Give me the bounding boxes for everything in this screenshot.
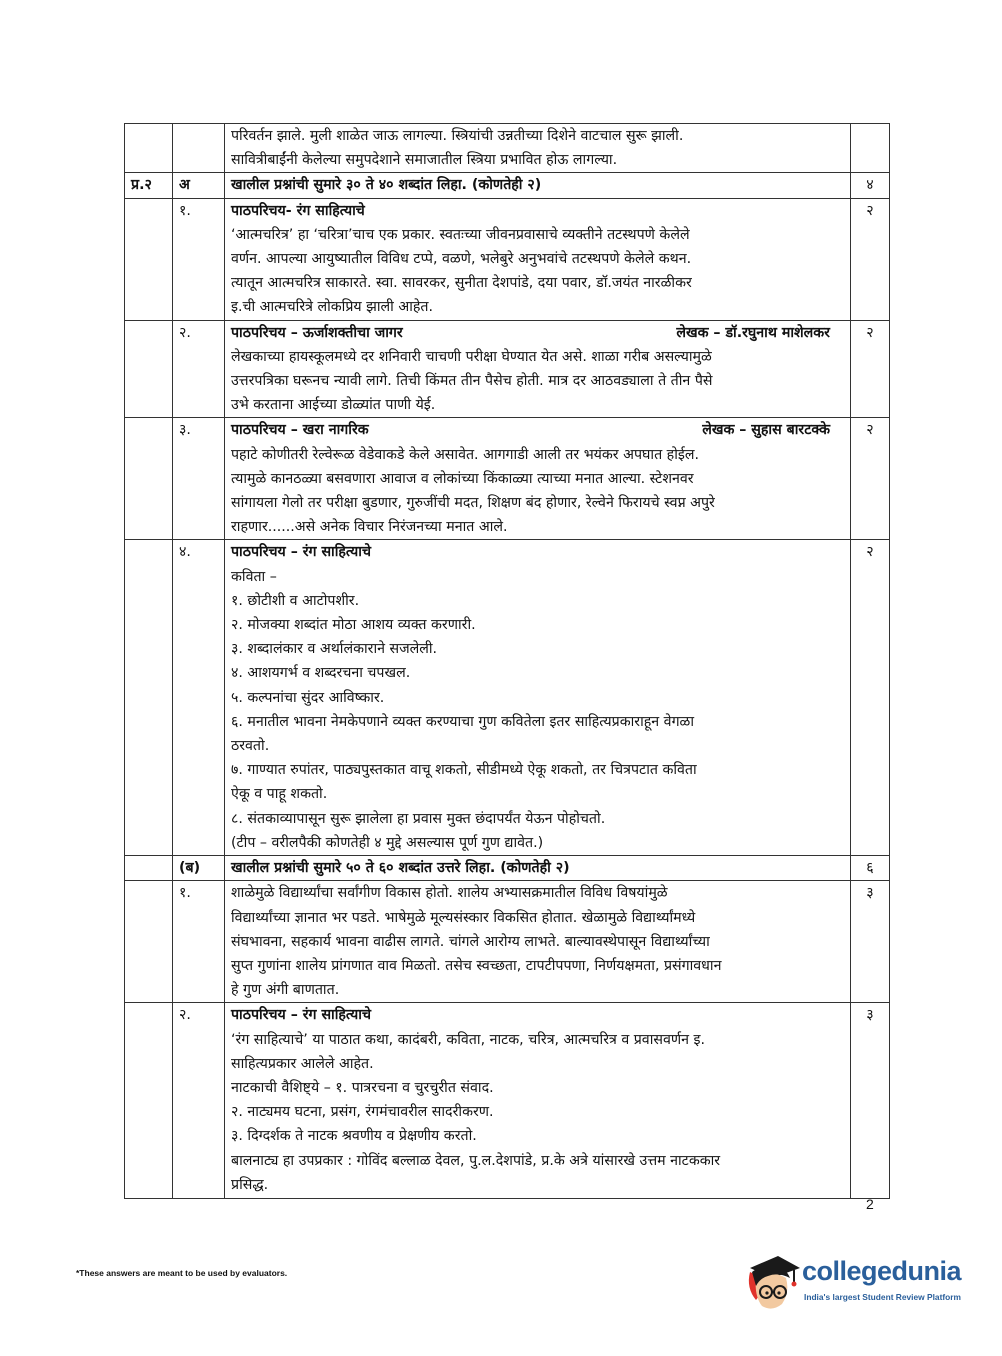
body-line: साहित्यप्रकार आलेले आहेत.: [231, 1055, 374, 1072]
body-line: ३. शब्दालंकार व अर्थालंकाराने सजलेली.: [231, 641, 438, 658]
body-line: (टीप – वरीलपैकी कोणतेही ४ मुद्दे असल्यास पूर्ण गुण द्यावेत.): [231, 834, 544, 851]
question-heading: खालील प्रश्नांची सुमारे ५० ते ६० शब्दांत उत्तरे लिहा. (कोणतेही २): [225, 856, 851, 881]
body-line: उत्तरपत्रिका घरूनच न्यावी लागे. तिची किंमत तीन पैसेच होती. मात्र दर आठवड्याला ते तीन पैसे: [231, 373, 713, 390]
table-row: [125, 124, 890, 173]
lesson-title: पाठपरिचय – ऊर्जाशक्तीचा जागर लेखक – डॉ.रघुनाथ माशेलकर: [231, 321, 844, 345]
body-line: ३. दिग्दर्शक ते नाटक श्रवणीय व प्रेक्षणीय करतो.: [231, 1128, 477, 1145]
body-line: त्यातून आत्मचरित्र साकारते. स्वा. सावरकर, सुनीता देशपांडे, दया पवार, डॉ.जयंत नारळीकर: [231, 275, 692, 292]
answer-number: ३.: [173, 418, 225, 540]
body-line: त्यामुळे कानठळ्या बसवणारा आवाज व लोकांच्या किंकाळ्या त्याच्या मनात आल्या. स्टेशनवर: [231, 470, 694, 487]
body-line: ७. गाण्यात रुपांतर, पाठ्यपुस्तकात वाचू शकतो, सीडीमध्ये ऐकू शकतो, तर चित्रपटात कविता: [231, 762, 697, 779]
body-line: ५. कल्पनांचा सुंदर आविष्कार.: [231, 689, 385, 706]
body-line: सुप्त गुणांना शालेय प्रांगणात वाव मिळतो. तसेच स्वच्छता, टापटीपपणा, निर्णयक्षमता, प्रसंगावधान: [231, 957, 722, 974]
author-name: लेखक – सुहास बारटक्के: [702, 422, 830, 439]
lesson-title: पाठपरिचय – खरा नागरिक लेखक – सुहास बारटक्के: [231, 418, 844, 442]
body-line: पहाटे कोणीतरी रेल्वेरूळ वेडेवाकडे केले असावेत. आगगाडी आली तर भयंकर अपघात होईल.: [231, 446, 699, 463]
body-line: लेखकाच्या हायस्कूलमध्ये दर शनिवारी चाचणी परीक्षा घेण्यात येत असे. शाळा गरीब असल्यामुळे: [231, 348, 712, 365]
table-row: [125, 540, 890, 856]
lesson-title: पाठपरिचय- रंग साहित्याचे: [231, 202, 365, 219]
body-line: बालनाट्य हा उपप्रकार : गोविंद बल्लाळ देवल, पु.ल.देशपांडे, प्र.के अत्रे यांसारखे उत्तम नाटककार: [231, 1152, 721, 1169]
marks: २: [851, 198, 890, 320]
table-row: [125, 418, 890, 540]
lesson-title: पाठपरिचय – रंग साहित्याचे: [231, 1007, 371, 1024]
body-line: संघभावना, सहकार्य भावना वाढीस लागते. चांगले आरोग्य लाभते. बाल्यावस्थेपासून विद्यार्थ्यांच्या: [231, 933, 710, 950]
body-line: ४. आशयगर्भ व शब्दरचना चपखल.: [231, 665, 411, 682]
student-mascot-icon: [742, 1248, 802, 1314]
footer-note: *These answers are meant to be used by evaluators.: [76, 1268, 288, 1278]
marks: ४: [851, 173, 890, 198]
question-heading: खालील प्रश्नांची सुमारे ३० ते ४० शब्दांत लिहा. (कोणतेही २): [225, 173, 851, 198]
body-line: उभे करताना आईच्या डोळ्यांत पाणी येई.: [231, 397, 436, 414]
body-line: नाटकाची वैशिष्ट्ये – १. पात्ररचना व चुरचुरीत संवाद.: [231, 1079, 494, 1096]
table-row: [125, 198, 890, 320]
logo-wordmark: collegedunia: [802, 1256, 962, 1286]
lesson-title: पाठपरिचय – रंग साहित्याचे: [231, 544, 371, 561]
table-row: [125, 881, 890, 1003]
body-line: इ.ची आत्मचरित्रे लोकप्रिय झाली आहेत.: [231, 299, 433, 316]
sub-question: (ब): [173, 856, 225, 881]
marks: २: [851, 418, 890, 540]
answer-number: ४.: [173, 540, 225, 856]
sub-question: अ: [173, 173, 225, 198]
body-line: ठरवतो.: [231, 738, 270, 755]
body-line: ६. मनातील भावना नेमकेपणाने व्यक्त करण्याचा गुण कवितेला इतर साहित्यप्रकाराहून वेगळा: [231, 713, 695, 730]
body-line: सांगायला गेलो तर परीक्षा बुडणार, गुरुजींची मदत, शिक्षण बंद होणार, रेल्वेने फिरायचे स्वप्न अपुरे: [231, 495, 715, 512]
question-number: प्र.२: [125, 173, 173, 198]
answer-number: १.: [173, 198, 225, 320]
table-row: [125, 856, 890, 881]
marks: ३: [851, 881, 890, 1003]
body-line: परिवर्तन झाले. मुली शाळेत जाऊ लागल्या. स्त्रियांची उन्नतीच्या दिशेने वाटचाल सुरू झाली.: [231, 128, 684, 144]
marks: २: [851, 540, 890, 856]
body-line: ‘आत्मचरित्र’ हा ‘चरित्रा’चाच एक प्रकार. स्वतःच्या जीवनप्रवासाचे व्यक्तीने तटस्थपणे केलेले: [231, 226, 690, 243]
body-line: ऐकू व पाहू शकतो.: [231, 786, 328, 803]
answer-table: [124, 123, 890, 1199]
body-line: ‘रंग साहित्याचे’ या पाठात कथा, कादंबरी, कविता, नाटक, चरित्र, आत्मचरित्र व प्रवासवर्णन इ.: [231, 1031, 705, 1048]
marks: २: [851, 320, 890, 418]
marks: ३: [851, 1003, 890, 1199]
table-row: [125, 320, 890, 418]
body-line: वर्णन. आपल्या आयुष्यातील विविध टप्पे, वळणे, भलेबुरे अनुभवांचे तटस्थपणे केलेले कथन.: [231, 251, 692, 268]
table-row: [125, 173, 890, 198]
body-line: ८. संतकाव्यापासून सुरू झालेला हा प्रवास मुक्त छंदापर्यंत येऊन पोहोचतो.: [231, 810, 606, 827]
body-line: विद्यार्थ्यांच्या ज्ञानात भर पडते. भाषेमुळे मूल्यसंस्कार विकसित होतात. खेळामुळे विद्यार्थ्यांमध्ये: [231, 909, 696, 926]
body-line: कविता –: [231, 568, 277, 585]
author-name: लेखक – डॉ.रघुनाथ माशेलकर: [676, 324, 830, 341]
answer-number: १.: [173, 881, 225, 1003]
body-line: हे गुण अंगी बाणतात.: [231, 982, 340, 999]
body-line: सावित्रीबाईंनी केलेल्या समुपदेशाने समाजातील स्त्रिया प्रभावित होऊ लागल्या.: [231, 152, 618, 169]
collegedunia-logo: [742, 1248, 972, 1318]
answer-number: २.: [173, 1003, 225, 1199]
logo-tagline: India's largest Student Review Platform: [804, 1292, 961, 1302]
page-number: 2: [866, 1196, 874, 1212]
body-line: शाळेमुळे विद्यार्थ्यांचा सर्वांगीण विकास होतो. शालेय अभ्यासक्रमातील विविध विषयांमुळे: [231, 885, 668, 902]
body-line: २. मोजक्या शब्दांत मोठा आशय व्यक्त करणारी.: [231, 617, 476, 634]
marks: ६: [851, 856, 890, 881]
body-line: प्रसिद्ध.: [231, 1176, 269, 1193]
body-line: १. छोटीशी व आटोपशीर.: [231, 592, 360, 609]
body-line: २. नाट्यमय घटना, प्रसंग, रंगमंचावरील सादरीकरण.: [231, 1104, 494, 1121]
body-line: राहणार......असे अनेक विचार निरंजनच्या मनात आले.: [231, 519, 508, 536]
answer-number: २.: [173, 320, 225, 418]
table-row: [125, 1003, 890, 1199]
